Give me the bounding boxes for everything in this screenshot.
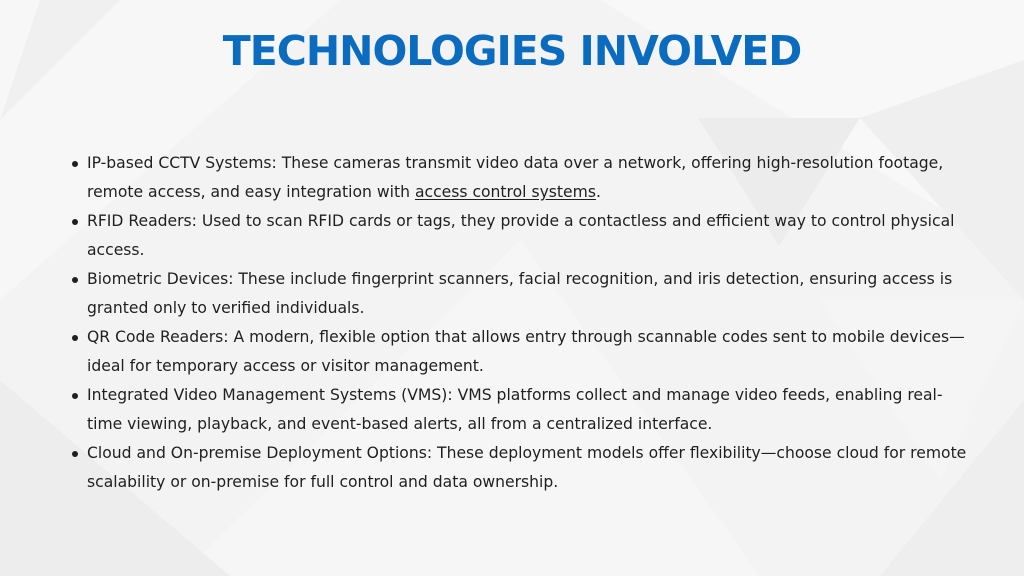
item-text: QR Code Readers: A modern, flexible option that allows entry through scannable codes sent to mobile devices—ideal for temporary access or visitor management. <box>87 328 965 375</box>
item-text: Cloud and On-premise Deployment Options: These deployment models offer flexibility—choose cloud for remote scalability or on-premise for full control and data ownership. <box>87 444 967 491</box>
bullet-icon <box>72 451 78 457</box>
list-item <box>70 207 970 265</box>
list-item <box>70 149 970 207</box>
item-text: IP-based CCTV Systems: These cameras transmit video data over a network, offering high-resolution footage, remote access, and easy integration with <box>87 154 944 201</box>
list-item <box>70 265 970 323</box>
bullet-icon <box>72 335 78 341</box>
access-control-systems-link[interactable]: access control systems <box>414 183 596 201</box>
list-item <box>70 439 970 497</box>
bullet-icon <box>72 161 78 167</box>
technology-list <box>70 149 970 497</box>
item-text: Integrated Video Management Systems (VMS): VMS platforms collect and manage video feeds, enabling real-time viewing, playback, and event-based alerts, all from a centralized interface. <box>87 386 943 433</box>
item-text: Biometric Devices: These include fingerprint scanners, facial recognition, and iris detection, ensuring access is granted only to verified individuals. <box>87 270 953 317</box>
bullet-icon <box>72 393 78 399</box>
bullet-icon <box>72 219 78 225</box>
page-title: TECHNOLOGIES INVOLVED <box>222 27 802 75</box>
list-item <box>70 323 970 381</box>
item-text: RFID Readers: Used to scan RFID cards or tags, they provide a contactless and efficient way to control physical access. <box>87 212 955 259</box>
bullet-icon <box>72 277 78 283</box>
list-item <box>70 381 970 439</box>
item-text-end: . <box>595 183 601 201</box>
